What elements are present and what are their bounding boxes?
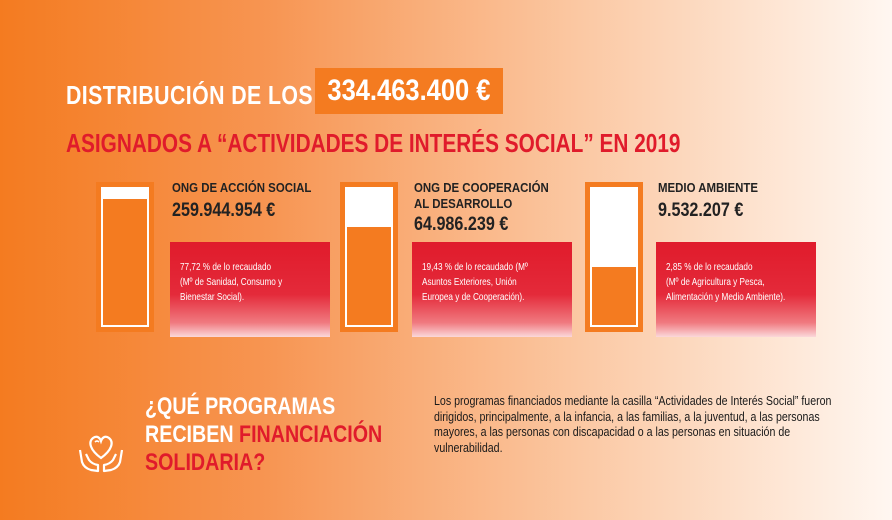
title-lead: DISTRIBUCIÓN DE LOS xyxy=(66,80,314,110)
detail-box-cooperacion xyxy=(412,242,572,337)
gauge-fill xyxy=(103,199,147,325)
detail-line: 2,85 % de lo recaudado xyxy=(666,261,753,273)
detail-line: (Mº de Sanidad, Consumo y xyxy=(180,276,283,288)
question-line-3: SOLIDARIA? xyxy=(145,449,266,476)
question-heading xyxy=(145,393,434,477)
column-title-line: MEDIO AMBIENTE xyxy=(658,180,759,195)
detail-box-medio-ambiente xyxy=(656,242,816,337)
column-amount-cooperacion: 64.986.239 € xyxy=(414,214,509,235)
detail-line: Bienestar Social). xyxy=(180,291,245,303)
heart-hands-icon xyxy=(76,428,126,474)
gauge-cooperacion xyxy=(340,182,398,332)
column-amount-medio-ambiente: 9.532.207 € xyxy=(658,200,744,221)
column-amount-accion-social: 259.944.954 € xyxy=(172,200,276,221)
column-title-accion-social xyxy=(172,180,311,196)
gauge-medio-ambiente xyxy=(585,182,643,332)
gauge-accion-social xyxy=(96,182,154,332)
title-subtitle: ASIGNADOS A “ACTIVIDADES DE INTERÉS SOCIAL” EN 2019 xyxy=(66,128,681,158)
question-line-2 xyxy=(145,421,382,449)
detail-line: (Mº de Agricultura y Pesca, xyxy=(666,276,765,288)
programs-description: Los programas financiados mediante la casilla “Actividades de Interés Social” fueron dirigidos, principalmente, a la infancia, a las familias, a la juventud, a las personas mayores, a las personas con discapacidad o a las personas en situación de vulnerabilidad. xyxy=(434,394,832,455)
question-line-2-a: RECIBEN xyxy=(145,421,240,448)
total-amount: 334.463.400 € xyxy=(327,74,491,107)
detail-line: Europea y de Cooperación). xyxy=(422,291,525,303)
gauge-fill xyxy=(347,227,391,325)
column-title-line: ONG DE ACCIÓN SOCIAL xyxy=(172,180,312,195)
column-title-cooperacion xyxy=(414,180,549,212)
detail-box-accion-social xyxy=(170,242,330,337)
total-amount-box xyxy=(315,68,503,114)
detail-line: 77,72 % de lo recaudado xyxy=(180,261,272,273)
column-title-line: AL DESARROLLO xyxy=(414,196,513,211)
detail-text xyxy=(422,260,559,305)
detail-line: Asuntos Exteriores, Unión xyxy=(422,276,517,288)
column-title-medio-ambiente xyxy=(658,180,758,196)
detail-text xyxy=(666,260,803,305)
detail-line: 19,43 % de lo recaudado (Mº xyxy=(422,261,528,273)
column-title-line: ONG DE COOPERACIÓN xyxy=(414,180,549,195)
question-line-1: ¿QUÉ PROGRAMAS xyxy=(145,393,336,420)
detail-text xyxy=(180,260,317,305)
gauge-fill xyxy=(592,267,636,325)
question-line-2-highlight: FINANCIACIÓN xyxy=(239,421,383,448)
detail-line: Alimentación y Medio Ambiente). xyxy=(666,291,786,303)
